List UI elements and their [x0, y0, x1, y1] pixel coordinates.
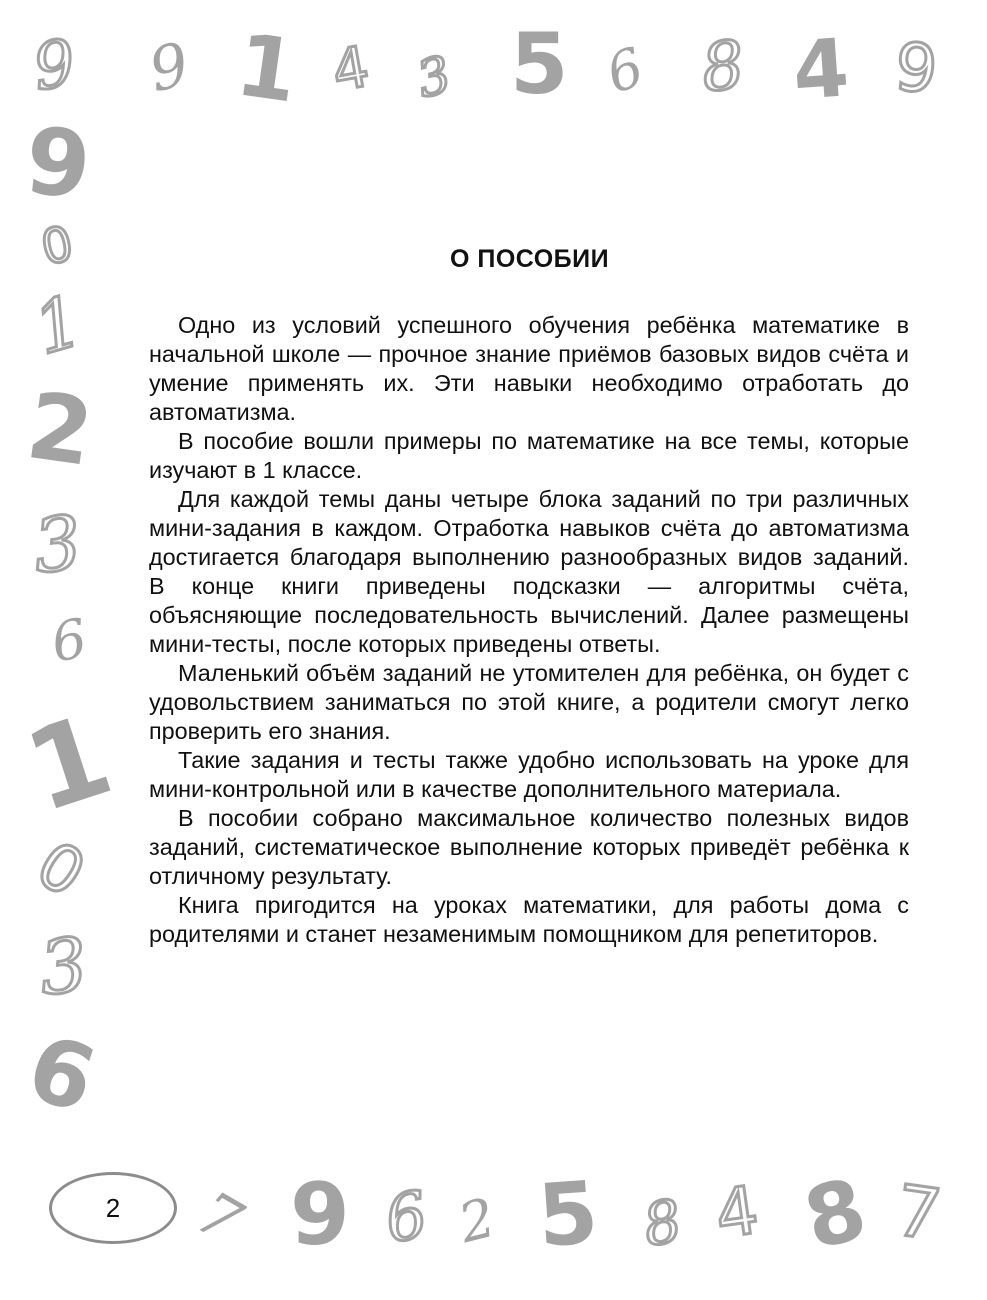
decor-digit: 3 — [35, 921, 92, 1013]
paragraph: Для каждой темы даны четыре блока заданий по три различных мини-задания в каждом. Отработка навыков счёта до автоматизма достигается благодаря выполнению разнообразных видов заданий. В конце книги приведены подсказки — алгоритмы счёта, объясняющие последовательность вычислений. Далее размещены мини-тесты, после которых приведены ответы. — [149, 486, 909, 657]
page-number-badge — [49, 1172, 177, 1244]
decor-digit: 6 — [598, 35, 652, 106]
paragraph: Одно из условий успешного обучения ребёнка математике в начальной школе — прочное знание приёмов базовых видов счёта и умение применять их. Эти навыки необходимо отработать до автоматизма. — [149, 312, 909, 425]
paragraph: В пособии собрано максимальное количество полезных видов заданий, систематическое выполнение которых приведёт ребёнка к отличному результату. — [149, 805, 909, 889]
decor-digit: 2 — [20, 372, 100, 487]
paragraph: Такие задания и тесты также удобно использовать на уроке для мини-контрольной или в качестве дополнительного материала. — [149, 747, 909, 802]
decor-digit: 3 — [29, 499, 86, 591]
decor-digit: 9 — [891, 28, 941, 109]
page-number: 2 — [105, 1192, 121, 1223]
decor-digit: 9 — [290, 1165, 350, 1265]
decor-digit: 4 — [710, 1171, 764, 1254]
page-title: О ПОСОБИИ — [449, 244, 610, 273]
decor-digit: 1 — [25, 279, 91, 371]
paragraph: В пособие вошли примеры по математике на все темы, которые изучают в 1 классе. — [149, 428, 909, 483]
decor-digit: 8 — [698, 26, 748, 107]
decor-digit: 6 — [15, 1014, 108, 1135]
decor-digit: 2 — [452, 1185, 502, 1256]
decor-digit: 7 — [890, 1169, 947, 1257]
decor-digit: 7 — [185, 1178, 254, 1258]
decor-digit: 6 — [46, 606, 92, 675]
decor-digit: 1 — [230, 15, 304, 123]
decor-digit: 6 — [379, 1178, 433, 1258]
decor-digit: 9 — [20, 106, 96, 221]
decor-digit: 5 — [510, 15, 569, 113]
decor-digit: 0 — [23, 827, 98, 913]
decor-digit: 9 — [29, 26, 80, 106]
decor-digit: 8 — [795, 1159, 876, 1269]
decor-digit: 9 — [143, 29, 196, 107]
paragraph: Книга пригодится на уроках математики, для работы дома с родителями и станет незаменимым помощником для репетиторов. — [149, 892, 909, 947]
decor-digit: 1 — [11, 690, 127, 838]
decor-digit: 8 — [638, 1186, 687, 1260]
decor-digit: 5 — [534, 1163, 602, 1267]
decor-digit: 3 — [411, 45, 457, 109]
body-text — [149, 311, 909, 949]
decor-digit: 4 — [327, 34, 374, 105]
paragraph: Маленький объём заданий не утомителен для ребёнка, он будет с удовольствием заниматься по этой книге, а родители смогут легко проверить его знания. — [149, 660, 909, 744]
decor-digit: 4 — [789, 21, 852, 118]
decor-digit: 0 — [36, 215, 79, 277]
